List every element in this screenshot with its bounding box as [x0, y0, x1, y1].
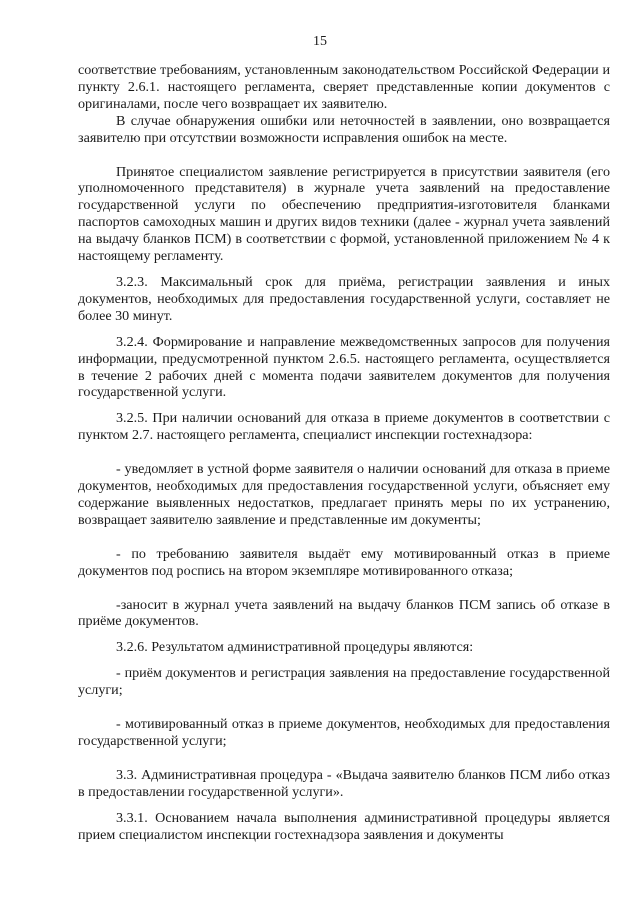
paragraph-3-2-5: 3.2.5. При наличии оснований для отказа в приеме документов в соответствии с пунктом 2.7. настоящего регламента, специалист инспекции гостехнадзора: — [78, 410, 610, 444]
page-number: 15 — [313, 34, 327, 49]
list-item-refusal: - по требованию заявителя выдаёт ему мотивированный отказ в приеме документов под роспись на втором экземпляре мотивированного отказа; — [78, 545, 610, 579]
list-item-notify: - уведомляет в устной форме заявителя о наличии оснований для отказа в приеме документов, необходимых для предоставления государственной услуги, объясняет ему содержание выявленных недостатков, предлагает принять меры по их устранению, возвращает заявителю заявление и представленные им документы; — [78, 461, 610, 528]
list-item-result-accept: - приём документов и регистрация заявления на предоставление государственной услуги; — [78, 665, 610, 699]
list-item-result-refusal: - мотивированный отказ в приеме документов, необходимых для предоставления государственной услуги; — [78, 716, 610, 749]
paragraph-3-2-3: 3.2.3. Максимальный срок для приёма, регистрации заявления и иных документов, необходимых для предоставления государственной услуги, составляет не более 30 минут. — [78, 273, 610, 324]
paragraph-continuation: соответствие требованиям, установленным законодательством Российской Федерации и пункту 2.6.1. настоящего регламента, сверяет представленные копии документов с оригиналами, после чего возвращает их заявителю. — [78, 62, 610, 112]
paragraph-3-3-1: 3.3.1. Основанием начала выполнения административной процедуры является прием специалистом инспекции гостехнадзора заявления и документы — [78, 809, 610, 843]
paragraph-registration: Принятое специалистом заявление регистрируется в присутствии заявителя (его уполномоченного представителя) в журнале учета заявлений на предоставление государственной услуги по обеспечению предприятия-изготовителя бланками паспортов самоходных машин и других видов техники (далее - журнал учета заявлений на выдачу бланков ПСМ) в соответствии с формой, установленной приложением № 4 к настоящему регламенту. — [78, 163, 610, 265]
paragraph-3-2-4: 3.2.4. Формирование и направление межведомственных запросов для получения информации, предусмотренной пунктом 2.6.5. настоящего регламента, осуществляется в течение 2 рабочих дней с момента подачи заявителем документов для получения государственной услуги. — [78, 333, 610, 401]
list-item-journal: -заносит в журнал учета заявлений на выдачу бланков ПСМ запись об отказе в приёме документов. — [78, 596, 610, 630]
paragraph-3-3: 3.3. Административная процедура - «Выдача заявителю бланков ПСМ либо отказ в предоставлении государственной услуги». — [78, 766, 610, 800]
paragraph-3-2-6: 3.2.6. Результатом административной процедуры являются: — [116, 639, 474, 656]
paragraph-error-return: В случае обнаружения ошибки или неточностей в заявлении, оно возвращается заявителю при отсутствии возможности исправления ошибок на месте. — [78, 112, 610, 146]
document-body — [78, 62, 610, 844]
